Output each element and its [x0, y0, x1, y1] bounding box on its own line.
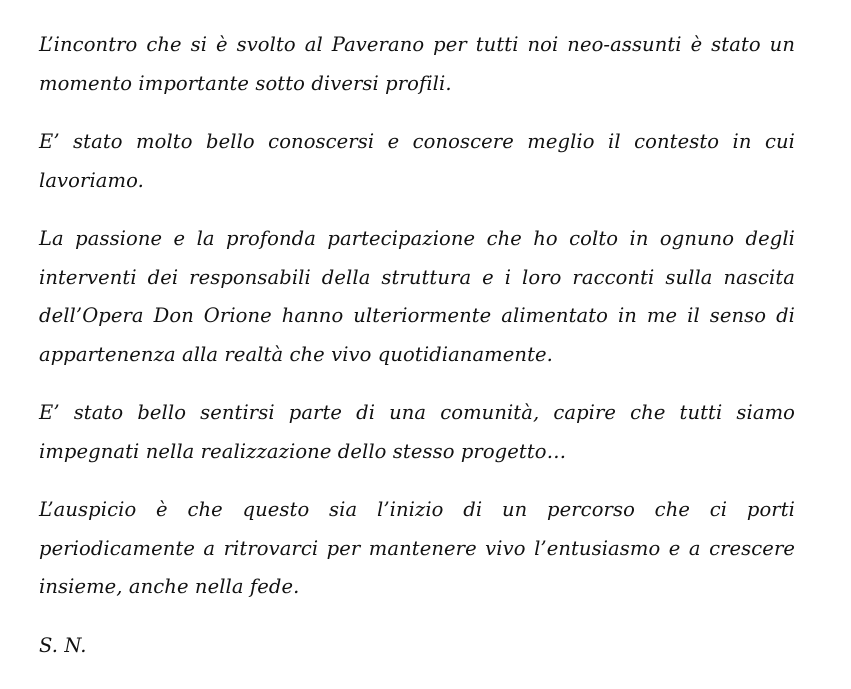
letter-body: [39, 26, 795, 665]
paragraph-2: E’ stato molto bello conoscersi e conoscere meglio il contesto in cui lavoriamo.: [39, 130, 795, 192]
signature: S. N.: [39, 633, 87, 657]
paragraph-5: L’auspicio è che questo sia l’inizio di un percorso che ci porti periodicamente a ritrovarci per mantenere vivo l’entusiasmo e a crescere insieme, anche nella fede.: [39, 498, 795, 598]
paragraph-1: L’incontro che si è svolto al Paverano per tutti noi neo-assunti è stato un momento importante sotto diversi profili.: [39, 33, 795, 95]
paragraph-3: La passione e la profonda partecipazione che ho colto in ognuno degli interventi dei responsabili della struttura e i loro racconti sulla nascita dell’Opera Don Orione hanno ulteriormente alimentato in me il senso di appartenenza alla realtà che vivo quotidianamente.: [39, 227, 795, 366]
paragraph-4: E’ stato bello sentirsi parte di una comunità, capire che tutti siamo impegnati nella realizzazione dello stesso progetto…: [39, 401, 795, 463]
